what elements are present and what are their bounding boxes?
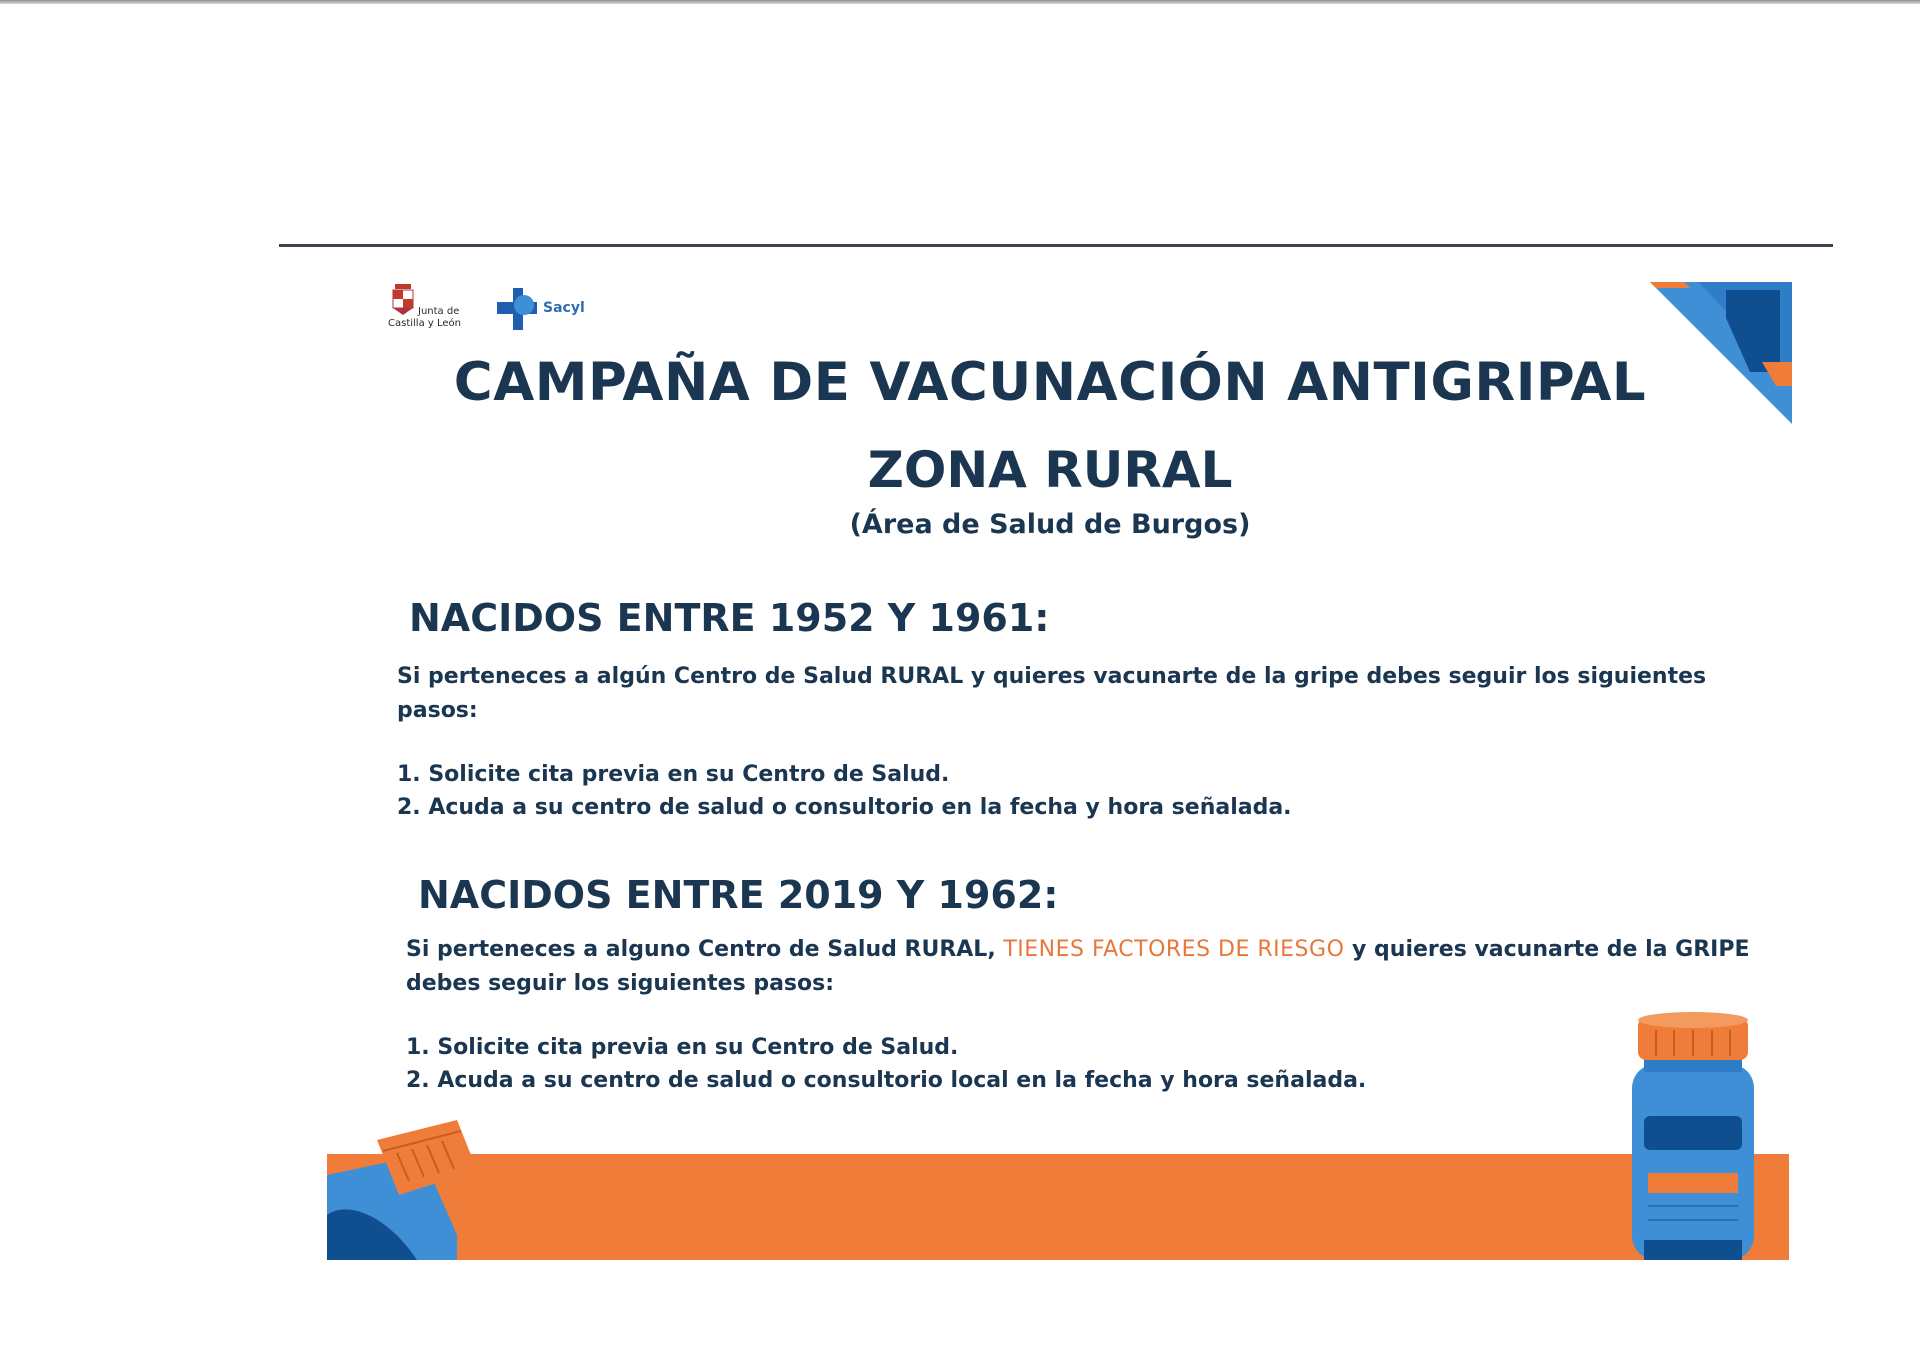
section2-step-1: 1. Solicite cita previa en su Centro de Salud. [406, 1035, 959, 1060]
section2-heading: NACIDOS ENTRE 2019 Y 1962: [418, 873, 1059, 917]
coat-of-arms-icon [392, 284, 414, 316]
sacyl-logo [497, 288, 607, 334]
section2-intro-start: Si perteneces a alguno Centro de Salud RURAL, [406, 937, 1004, 962]
section2-intro-end: y quieres vacunarte de la GRIPE debes seguir los siguientes pasos: [406, 937, 1750, 996]
tipped-vaccine-vial-illustration [327, 1115, 482, 1260]
sacyl-cross-icon [497, 288, 539, 330]
junta-castilla-leon-logo [388, 284, 488, 334]
footer-orange-band [327, 1154, 1789, 1260]
section1-step-2: 2. Acuda a su centro de salud o consultorio en la fecha y hora señalada. [397, 795, 1292, 820]
health-area-label: (Área de Salud de Burgos) [849, 509, 1251, 540]
scan-top-edge [0, 0, 1920, 4]
risk-factors-highlight: TIENES FACTORES DE RIESGO [1003, 937, 1345, 962]
junta-logo-line1: Junta de [418, 306, 460, 317]
divider-line [279, 244, 1833, 247]
zone-subtitle: ZONA RURAL [867, 441, 1233, 499]
section2-step-2: 2. Acuda a su centro de salud o consultorio local en la fecha y hora señalada. [406, 1068, 1367, 1093]
upright-vaccine-vial-illustration [1626, 1008, 1760, 1260]
section1-step-1: 1. Solicite cita previa en su Centro de Salud. [397, 762, 950, 787]
section2-intro [406, 933, 1751, 1001]
section1-intro: Si perteneces a algún Centro de Salud RURAL y quieres vacunarte de la gripe debes seguir los siguientes pasos: [397, 664, 1707, 723]
campaign-title: CAMPAÑA DE VACUNACIÓN ANTIGRIPAL [453, 352, 1647, 413]
junta-logo-line2: Castilla y León [388, 318, 461, 329]
sacyl-logo-text: Sacyl [543, 300, 585, 316]
section1-heading: NACIDOS ENTRE 1952 Y 1961: [409, 596, 1050, 640]
